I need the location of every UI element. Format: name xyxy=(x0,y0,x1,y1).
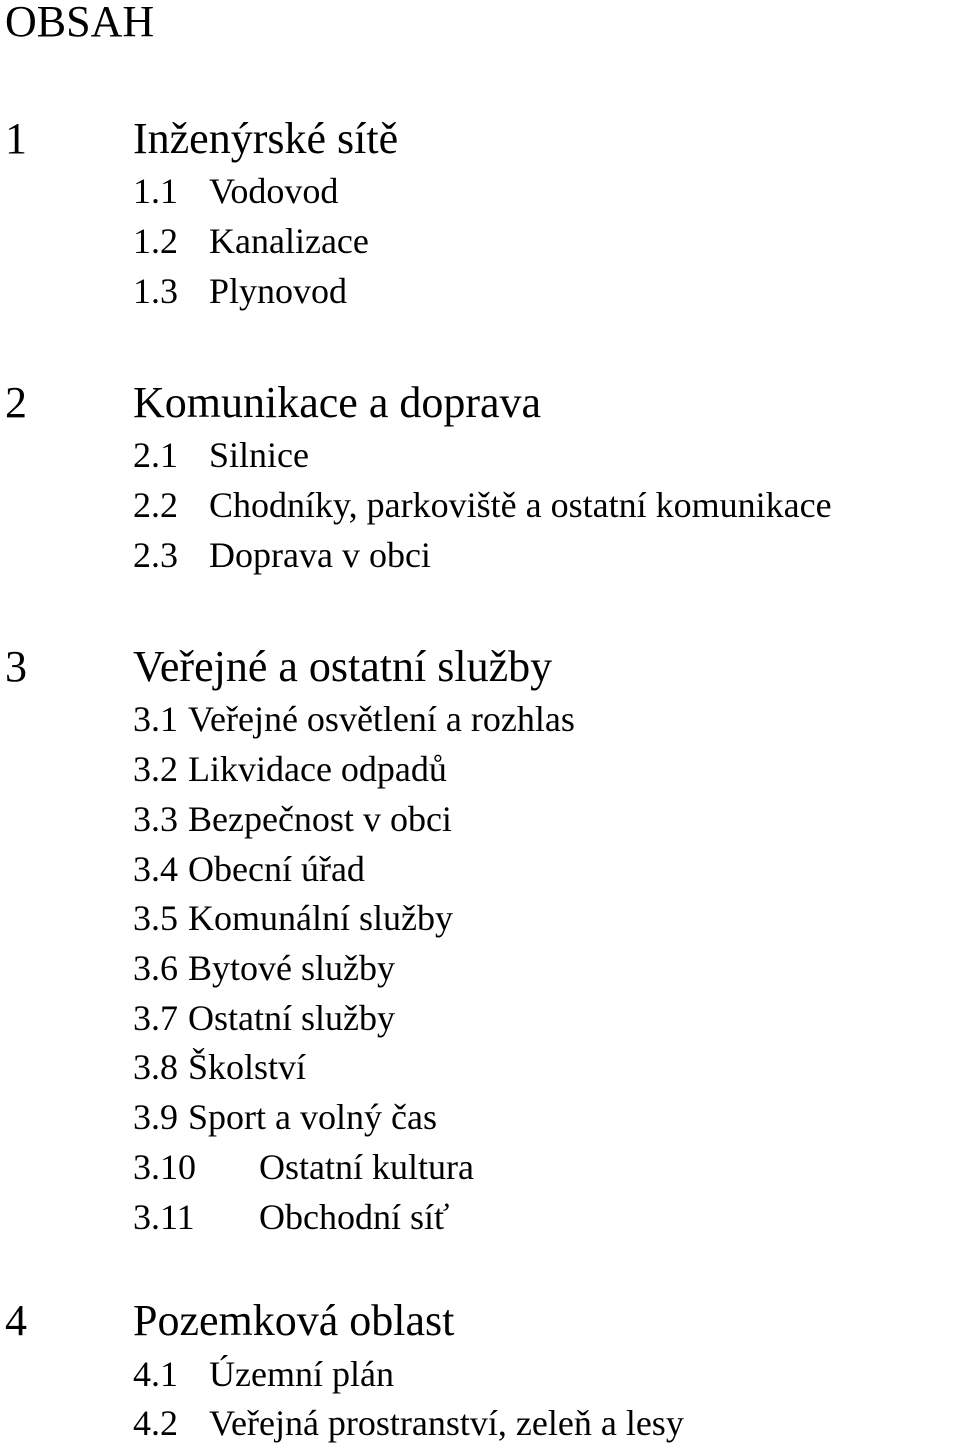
toc-item-title: Sport a volný čas xyxy=(188,1097,437,1137)
toc-item-number: 2.3 xyxy=(133,535,178,575)
toc-item-title: Likvidace odpadů xyxy=(188,749,447,789)
section-number: 3 xyxy=(5,642,27,691)
toc-item xyxy=(133,1401,684,1445)
toc-item-title: Školství xyxy=(188,1047,307,1087)
toc-item-title: Kanalizace xyxy=(209,221,369,261)
toc-item xyxy=(133,747,447,791)
toc-item xyxy=(133,697,575,741)
toc-item-title: Vodovod xyxy=(209,171,339,211)
section-title: Pozemková oblast xyxy=(133,1296,455,1345)
toc-item xyxy=(133,533,431,577)
toc-item xyxy=(133,946,395,990)
toc-item xyxy=(133,797,452,841)
toc-item-number: 1.2 xyxy=(133,221,178,261)
toc-item-number: 3.10 xyxy=(133,1147,196,1187)
toc-item-number: 2.2 xyxy=(133,485,178,525)
toc-item-number: 1.3 xyxy=(133,271,178,311)
toc-item-title: Silnice xyxy=(209,435,309,475)
toc-item-number: 3.2 xyxy=(133,749,178,789)
toc-item-number: 3.1 xyxy=(133,699,178,739)
section-number: 4 xyxy=(5,1296,27,1345)
toc-item xyxy=(133,996,395,1040)
section-number: 2 xyxy=(5,378,27,427)
toc-item xyxy=(133,1145,474,1189)
section-number: 1 xyxy=(5,114,27,163)
toc-item-number: 3.6 xyxy=(133,948,178,988)
toc-item-title: Ostatní služby xyxy=(188,998,395,1038)
section-title: Inženýrské sítě xyxy=(133,114,399,163)
toc-item-number: 3.9 xyxy=(133,1097,178,1137)
toc-item xyxy=(133,896,453,940)
toc-item xyxy=(133,219,369,263)
toc-item-title: Bytové služby xyxy=(188,948,395,988)
toc-item-title: Chodníky, parkoviště a ostatní komunikace xyxy=(209,485,832,525)
toc-item-title: Veřejná prostranství, zeleň a lesy xyxy=(209,1403,684,1443)
toc-item xyxy=(133,847,365,891)
toc-item-title: Plynovod xyxy=(209,271,348,311)
toc-item-number: 1.1 xyxy=(133,171,178,211)
toc-item-title: Veřejné osvětlení a rozhlas xyxy=(188,699,575,739)
toc-item xyxy=(133,1095,437,1139)
toc-item xyxy=(133,1045,306,1089)
toc-item xyxy=(133,483,832,527)
toc-item-number: 3.7 xyxy=(133,998,178,1038)
toc-item-title: Komunální služby xyxy=(188,898,453,938)
toc-item-number: 2.1 xyxy=(133,435,178,475)
toc-item xyxy=(133,269,347,313)
toc-item-title: Ostatní kultura xyxy=(259,1147,474,1187)
toc-item-title: Bezpečnost v obci xyxy=(188,799,452,839)
page-title: OBSAH xyxy=(5,0,155,46)
section-title: Komunikace a doprava xyxy=(133,378,542,427)
toc-item-title: Územní plán xyxy=(209,1354,394,1394)
toc-item-number: 3.4 xyxy=(133,849,178,889)
toc-item xyxy=(133,1195,449,1239)
section-title: Veřejné a ostatní služby xyxy=(133,642,553,691)
toc-item-number: 4.2 xyxy=(133,1403,178,1443)
toc-item-title: Obchodní síť xyxy=(259,1197,450,1237)
toc-item-number: 3.5 xyxy=(133,898,178,938)
toc-item xyxy=(133,433,309,477)
toc-item-number: 4.1 xyxy=(133,1354,178,1394)
toc-item xyxy=(133,169,338,213)
toc-item-title: Obecní úřad xyxy=(188,849,365,889)
toc-item-number: 3.8 xyxy=(133,1047,178,1087)
toc-item-number: 3.11 xyxy=(133,1197,195,1237)
toc-item xyxy=(133,1352,394,1396)
toc-item-number: 3.3 xyxy=(133,799,178,839)
toc-item-title: Doprava v obci xyxy=(209,535,431,575)
